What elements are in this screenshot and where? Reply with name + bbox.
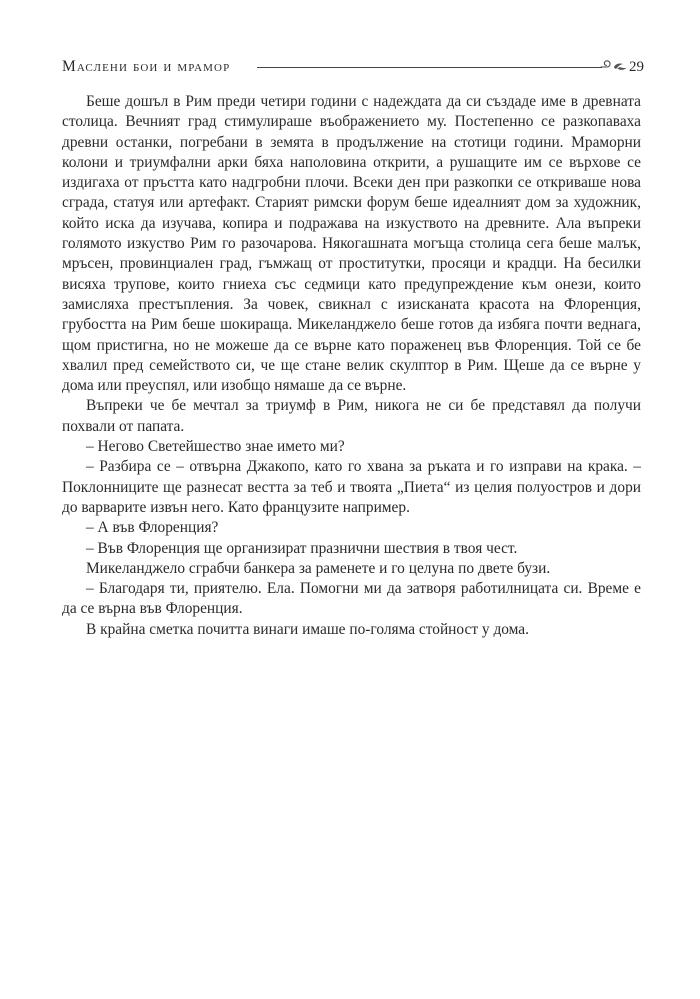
dialogue-line: – А във Флоренция? [86,519,219,537]
dialogue-line: – Разбира се – отвърна Джакопо, като го хвана за ръката и го изправи на крака. – Поклонниците ще разнесат вестта за теб и твоята „Пиета“ из целия полуостров и дори до варварите извън него. Като французите например. [62,458,641,516]
dialogue-line: – Във Флоренция ще организират празнични шествия в твоя чест. [86,539,518,557]
dialogue-line: – Негово Светейшество знае името ми? [86,438,345,456]
book-title: Маслени бои и мрамор [62,58,231,75]
running-header [62,57,644,77]
paragraph: Беше дошъл в Рим преди четири години с надеждата да си създаде име в древната столица. Вечният град стимулираше въображението му. Постепенно се разкопаваха древни останки, погребани в земята в продължение на стотици години. Мраморни колони и триумфални арки бяха наполовина открити, а рушащите им се върхове се издигаха от пръстта като надгробни плочи. Всеки ден при разкопки се откриваше нова сграда, статуя или артефакт. Старият римски форум беше идеалният дом за художник, който иска да изучава, копира и подражава на изкуството на древните. Ала въпреки голямото изкуство Рим го разочарова. Някогашната могъща столица сега беше малък, мръсен, провинциален град, гъмжащ от проститутки, просяци и крадци. На бесилки висяха трупове, които гниеха със седмици като предупреждение към онези, които замисляха престъпления. За човек, свикнал с изисканата красота на Флоренция, грубостта на Рим беше шокираща. Микеланджело беше готов да избяга почти веднага, щом пристигна, но не можеше да се върне като пораженец във Флоренция. Той се бе хвалил пред семейството си, че ще стане велик скулптор в Рим. Щеше да се върне у дома или преуспял, или изобщо нямаше да се върне. [62,93,641,395]
dialogue-line: – Благодаря ти, приятелю. Ела. Помогни ми да затворя работилницата си. Време е да се върна във Флоренция. [62,580,641,618]
body-text [62,92,641,640]
paragraph: В крайна сметка почитта винаги имаше по-голяма стойност у дома. [86,620,529,638]
paragraph: Микеланджело сграбчи банкера за раменете и го целуна по двете бузи. [86,559,551,577]
page-number: 29 [629,59,644,75]
header-rule [257,67,602,68]
swirl-leaf-ornament-icon [599,57,631,77]
paragraph: Въпреки че бе мечтал за триумф в Рим, никога не си бе представял да получи похвали от папата. [62,397,641,435]
